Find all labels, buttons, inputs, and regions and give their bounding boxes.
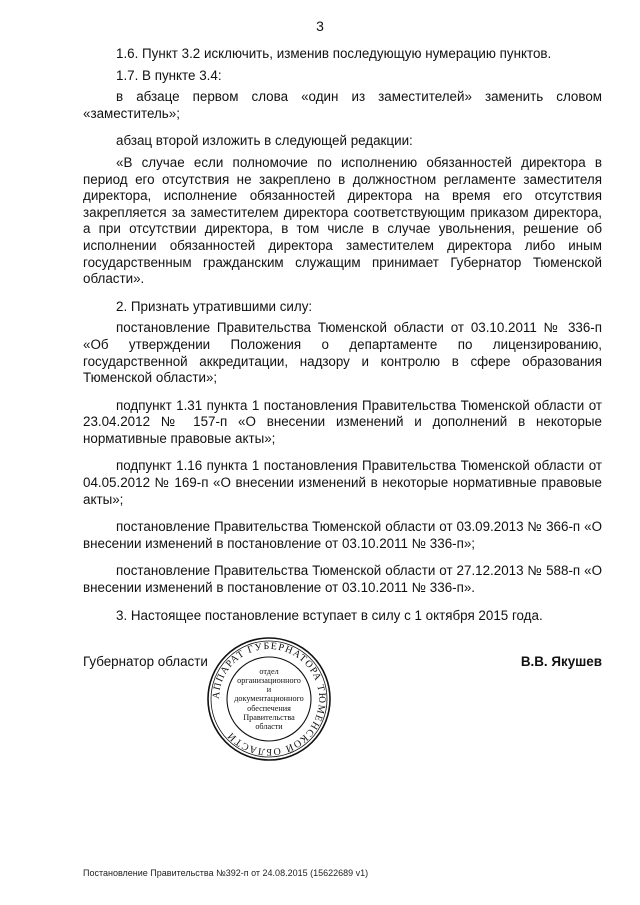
stamp-line: отдел bbox=[259, 666, 279, 676]
paragraph-repealed-336: постановление Правительства Тюменской области от 03.10.2011 № 336-п «Об утверждении Положения о департаменте по лицензированию, государственной аккредитации, надзору и контролю в сфере образования Тюменской области»; bbox=[83, 320, 602, 386]
document-body bbox=[83, 46, 602, 624]
paragraph-repealed-169: подпункт 1.16 пункта 1 постановления Правительства Тюменской области от 04.05.2012 № 169-п «О внесении изменений в некоторые нормативные правовые акты»; bbox=[83, 458, 602, 507]
stamp-center-text bbox=[206, 636, 332, 762]
paragraph-1-7: 1.7. В пункте 3.4: bbox=[116, 67, 222, 83]
stamp-ring-text: АППАРАТ ГУБЕРНАТОРА ТЮМЕНСКОЙ ОБЛАСТИ bbox=[210, 640, 328, 758]
signature-block bbox=[83, 654, 602, 674]
paragraph-first-abzac: в абзаце первом слова «один из заместителей» заменить словом «заместитель»; bbox=[83, 89, 602, 121]
paragraph-3-effective-date: 3. Настоящее постановление вступает в силу с 1 октября 2015 года. bbox=[116, 607, 543, 623]
paragraph-new-wording: «В случае если полномочие по исполнению обязанностей директора в период его отсутствия не закреплено в должностном регламенте заместителя директора, исполнение обязанностей директора на время его отсутствия закрепляется за заместителем директора соответствующим приказом директора, а при отсутствии директора, в том числе в случае увольнения, решение об исполнении обязанностей директора заместителем директора либо иным государственным гражданским служащим принимает Губернатор Тюменской области». bbox=[83, 154, 602, 287]
paragraph-second-abzac-intro: абзац второй изложить в следующей редакции: bbox=[116, 133, 413, 149]
stamp-line: и bbox=[266, 685, 272, 695]
paragraph-repealed-588: постановление Правительства Тюменской области от 27.12.2013 № 588-п «О внесении изменений в постановление от 03.10.2011 № 336-п». bbox=[83, 563, 602, 596]
official-stamp bbox=[206, 636, 332, 762]
document-footer: Постановление Правительства №392-п от 24.08.2015 (15622689 v1) bbox=[83, 868, 369, 878]
stamp-line: обеспечения bbox=[247, 703, 291, 713]
stamp-line: организационного bbox=[237, 675, 301, 685]
paragraph-1-6: 1.6. Пункт 3.2 исключить, изменив последующую нумерацию пунктов. bbox=[116, 46, 552, 61]
paragraph-repealed-157: подпункт 1.31 пункта 1 постановления Правительства Тюменской области от 23.04.2012 № 157-п «О внесении изменений и дополнений в некоторые нормативные правовые акты»; bbox=[83, 397, 602, 446]
paragraph-repealed-366: постановление Правительства Тюменской области от 03.09.2013 № 366-п «О внесении изменений в постановление от 03.10.2011 № 336-п»; bbox=[83, 519, 602, 551]
signatory-name: В.В. Якушев bbox=[520, 654, 602, 669]
paragraph-2-heading: 2. Признать утратившими силу: bbox=[116, 298, 313, 314]
stamp-line: области bbox=[255, 722, 283, 731]
page-number: 3 bbox=[316, 18, 324, 34]
stamp-line: Правительства bbox=[243, 712, 295, 722]
signatory-position: Губернатор области bbox=[83, 654, 208, 669]
stamp-line: документационного bbox=[234, 694, 304, 704]
